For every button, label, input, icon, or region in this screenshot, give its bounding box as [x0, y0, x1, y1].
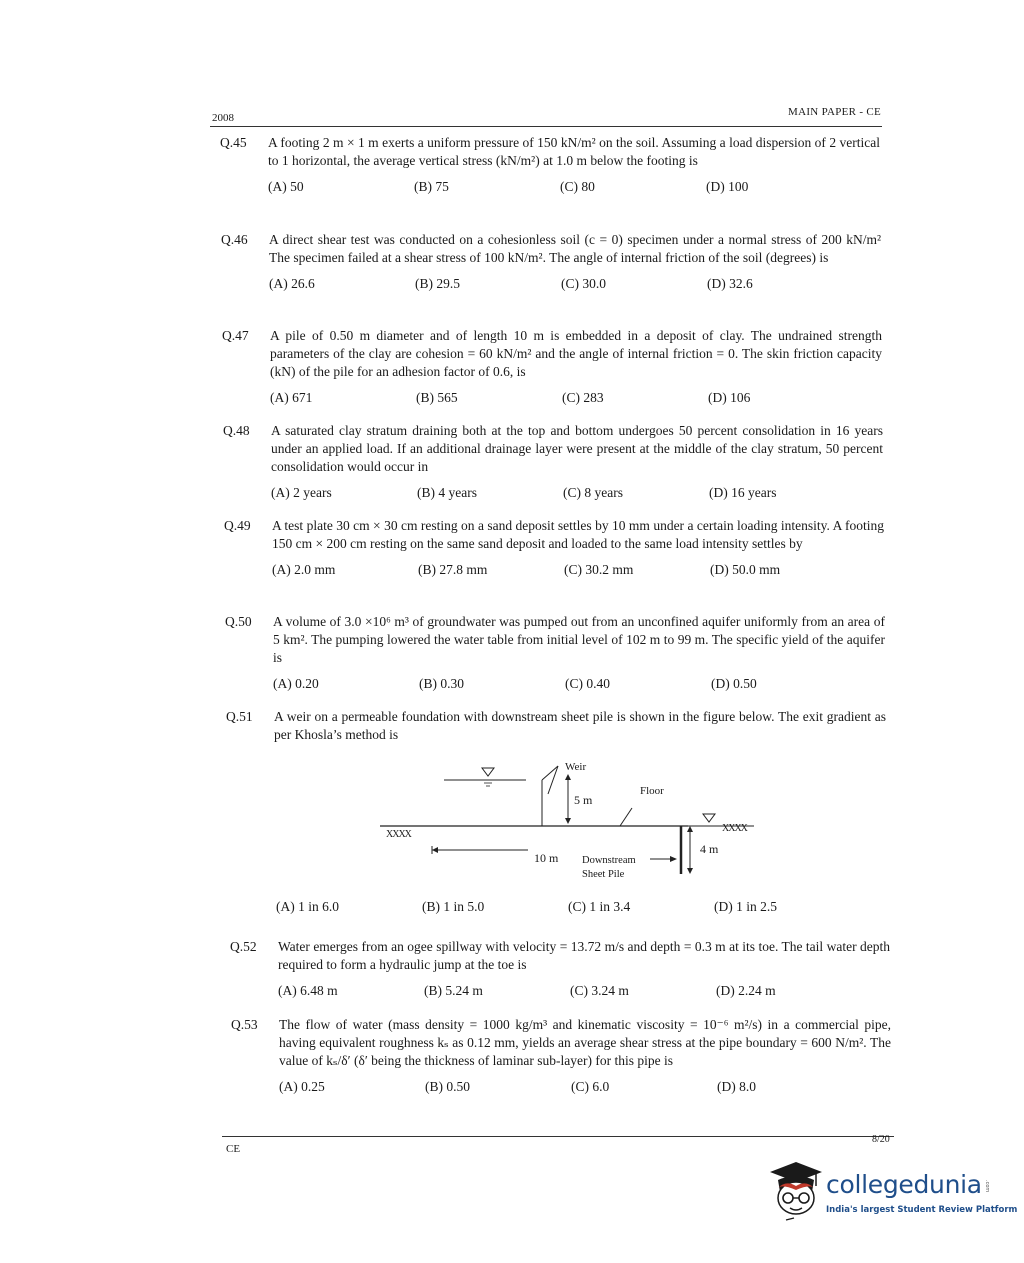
pile-label-line2: Sheet Pile — [582, 869, 625, 880]
question-text: Water emerges from an ogee spillway with velocity = 13.72 m/s and depth = 0.3 m at its toe. The tail water depth required to form a hydraulic jump at the toe is — [278, 939, 890, 972]
height-label: 5 m — [574, 793, 593, 807]
footer-page-number: 8/20 — [872, 1134, 890, 1145]
question-49 — [224, 517, 884, 581]
option-c: (C) 30.2 mm — [564, 562, 634, 577]
footer-rule — [222, 1136, 894, 1137]
pile-label-line1: Downstream — [582, 855, 636, 866]
question-text: A test plate 30 cm × 30 cm resting on a sand deposit settles by 10 mm under a certain loading intensity. A footing 150 cm × 200 cm resting on the same sand deposit and loaded to the same load intensity settles by — [272, 518, 884, 551]
question-number: Q.46 — [221, 232, 248, 247]
option-a: (A) 0.20 — [273, 676, 319, 691]
question-text: A footing 2 m × 1 m exerts a uniform pressure of 150 kN/m² on the soil. Assuming a load dispersion of 2 vertical to 1 horizontal, the average vertical stress (kN/m²) at 1.0 m below the footing is — [268, 135, 880, 168]
option-d: (D) 106 — [708, 390, 751, 405]
question-51-options — [228, 898, 888, 918]
question-text: A pile of 0.50 m diameter and of length 10 m is embedded in a deposit of clay. The undrained strength parameters of the clay are cohesion = 60 kN/m² and the angle of internal friction = 0. The skin friction capacity (kN) of the pile for an adhesion factor of 0.6, is — [270, 328, 882, 379]
option-c: (C) 8 years — [563, 485, 623, 500]
options — [278, 982, 890, 1002]
upstream-ground-hatch: XXXX — [386, 829, 411, 840]
floor-pointer — [620, 808, 632, 826]
options — [269, 275, 881, 295]
option-b: (B) 0.30 — [419, 676, 464, 691]
header-paper: MAIN PAPER - CE — [788, 106, 882, 118]
question-50 — [225, 613, 885, 695]
question-text: A direct shear test was conducted on a cohesionless soil (c = 0) specimen under a normal stress of 200 kN/m² The specimen failed at a shear stress of 100 kN/m². The angle of internal friction of the soil (degrees) is — [269, 232, 881, 265]
option-b: (B) 5.24 m — [424, 983, 483, 998]
option-c: (C) 30.0 — [561, 276, 606, 291]
option-b: (B) 4 years — [417, 485, 477, 500]
question-number: Q.45 — [220, 135, 247, 150]
options — [273, 675, 885, 695]
option-c: (C) 80 — [560, 179, 595, 194]
weir-label: Weir — [565, 761, 587, 773]
question-52 — [230, 938, 890, 1002]
options — [279, 1078, 891, 1098]
option-c: (C) 3.24 m — [570, 983, 629, 998]
option-d: (D) 8.0 — [717, 1079, 756, 1094]
option-a: (A) 0.25 — [279, 1079, 325, 1094]
options — [271, 484, 883, 504]
logo-wordmark: collegedunia — [826, 1170, 982, 1199]
header-rule — [210, 126, 882, 127]
option-d: (D) 0.50 — [711, 676, 757, 691]
question-text: A weir on a permeable foundation with downstream sheet pile is shown in the figure below. The exit gradient as per Khosla’s method is — [274, 709, 886, 742]
question-text: A saturated clay stratum draining both at the top and bottom undergoes 50 percent consolidation in 16 years under an applied load. If an additional drainage layer were present at the middle of the clay stratum, 50 percent consolidation would occur in — [271, 423, 883, 474]
option-b: (B) 27.8 mm — [418, 562, 488, 577]
option-b: (B) 75 — [414, 179, 449, 194]
logo-tagline: India's largest Student Review Platform — [826, 1205, 1018, 1215]
options — [268, 178, 880, 198]
upstream-water-symbol — [482, 768, 494, 776]
option-b: (B) 0.50 — [425, 1079, 470, 1094]
question-45 — [220, 134, 880, 198]
downstream-ground-hatch: XXXX — [722, 823, 747, 834]
options — [272, 561, 884, 581]
question-48 — [223, 422, 883, 504]
student-mascot-icon — [766, 1158, 824, 1224]
question-number: Q.52 — [230, 939, 257, 954]
collegedunia-logo — [766, 1158, 1018, 1228]
option-c: (C) 0.40 — [565, 676, 610, 691]
option-d: (D) 50.0 mm — [710, 562, 781, 577]
header-year: 2008 — [212, 112, 234, 124]
option-d: (D) 32.6 — [707, 276, 753, 291]
question-number: Q.47 — [222, 328, 249, 343]
question-51 — [226, 708, 886, 744]
option-c: (C) 1 in 3.4 — [568, 899, 631, 914]
option-c: (C) 6.0 — [571, 1079, 610, 1094]
option-d: (D) 1 in 2.5 — [714, 899, 777, 914]
option-a: (A) 671 — [270, 390, 313, 405]
option-d: (D) 100 — [706, 179, 749, 194]
floor-label: Floor — [640, 785, 664, 797]
downstream-water-symbol — [703, 814, 715, 822]
option-b: (B) 29.5 — [415, 276, 460, 291]
option-b: (B) 1 in 5.0 — [422, 899, 485, 914]
length-label: 10 m — [534, 851, 559, 865]
question-text: A volume of 3.0 ×10⁶ m³ of groundwater was pumped out from an unconfined aquifer uniformly from an area of 5 km². The pumping lowered the water table from initial level of 102 m to 99 m. The specific yield of the aquifer is — [273, 614, 885, 665]
question-number: Q.53 — [231, 1017, 258, 1032]
option-d: (D) 16 years — [709, 485, 777, 500]
depth-label: 4 m — [700, 842, 719, 856]
question-number: Q.50 — [225, 614, 252, 629]
question-number: Q.51 — [226, 709, 253, 724]
option-c: (C) 283 — [562, 390, 604, 405]
question-text: The flow of water (mass density = 1000 kg/m³ and kinematic viscosity = 10⁻⁶ m²/s) in a commercial pipe, having equivalent roughness kₛ as 0.12 mm, yields an average shear stress at the pipe boundary = 600 N/m². The value of kₛ/δ′ (δ′ being the thickness of laminar sub-layer) for this pipe is — [279, 1017, 891, 1068]
option-a: (A) 6.48 m — [278, 983, 338, 998]
option-a: (A) 2 years — [271, 485, 332, 500]
option-a: (A) 50 — [268, 179, 304, 194]
footer-subject: CE — [226, 1143, 241, 1155]
option-d: (D) 2.24 m — [716, 983, 776, 998]
question-53 — [231, 1016, 891, 1098]
option-b: (B) 565 — [416, 390, 458, 405]
option-a: (A) 1 in 6.0 — [276, 899, 339, 914]
question-number: Q.48 — [223, 423, 250, 438]
options — [276, 898, 888, 918]
option-a: (A) 2.0 mm — [272, 562, 336, 577]
options — [270, 389, 882, 409]
question-46 — [221, 231, 881, 295]
option-a: (A) 26.6 — [269, 276, 315, 291]
logo-domain: .com — [984, 1180, 990, 1193]
question-47 — [222, 327, 882, 409]
question-number: Q.49 — [224, 518, 251, 533]
weir-figure — [378, 758, 758, 884]
